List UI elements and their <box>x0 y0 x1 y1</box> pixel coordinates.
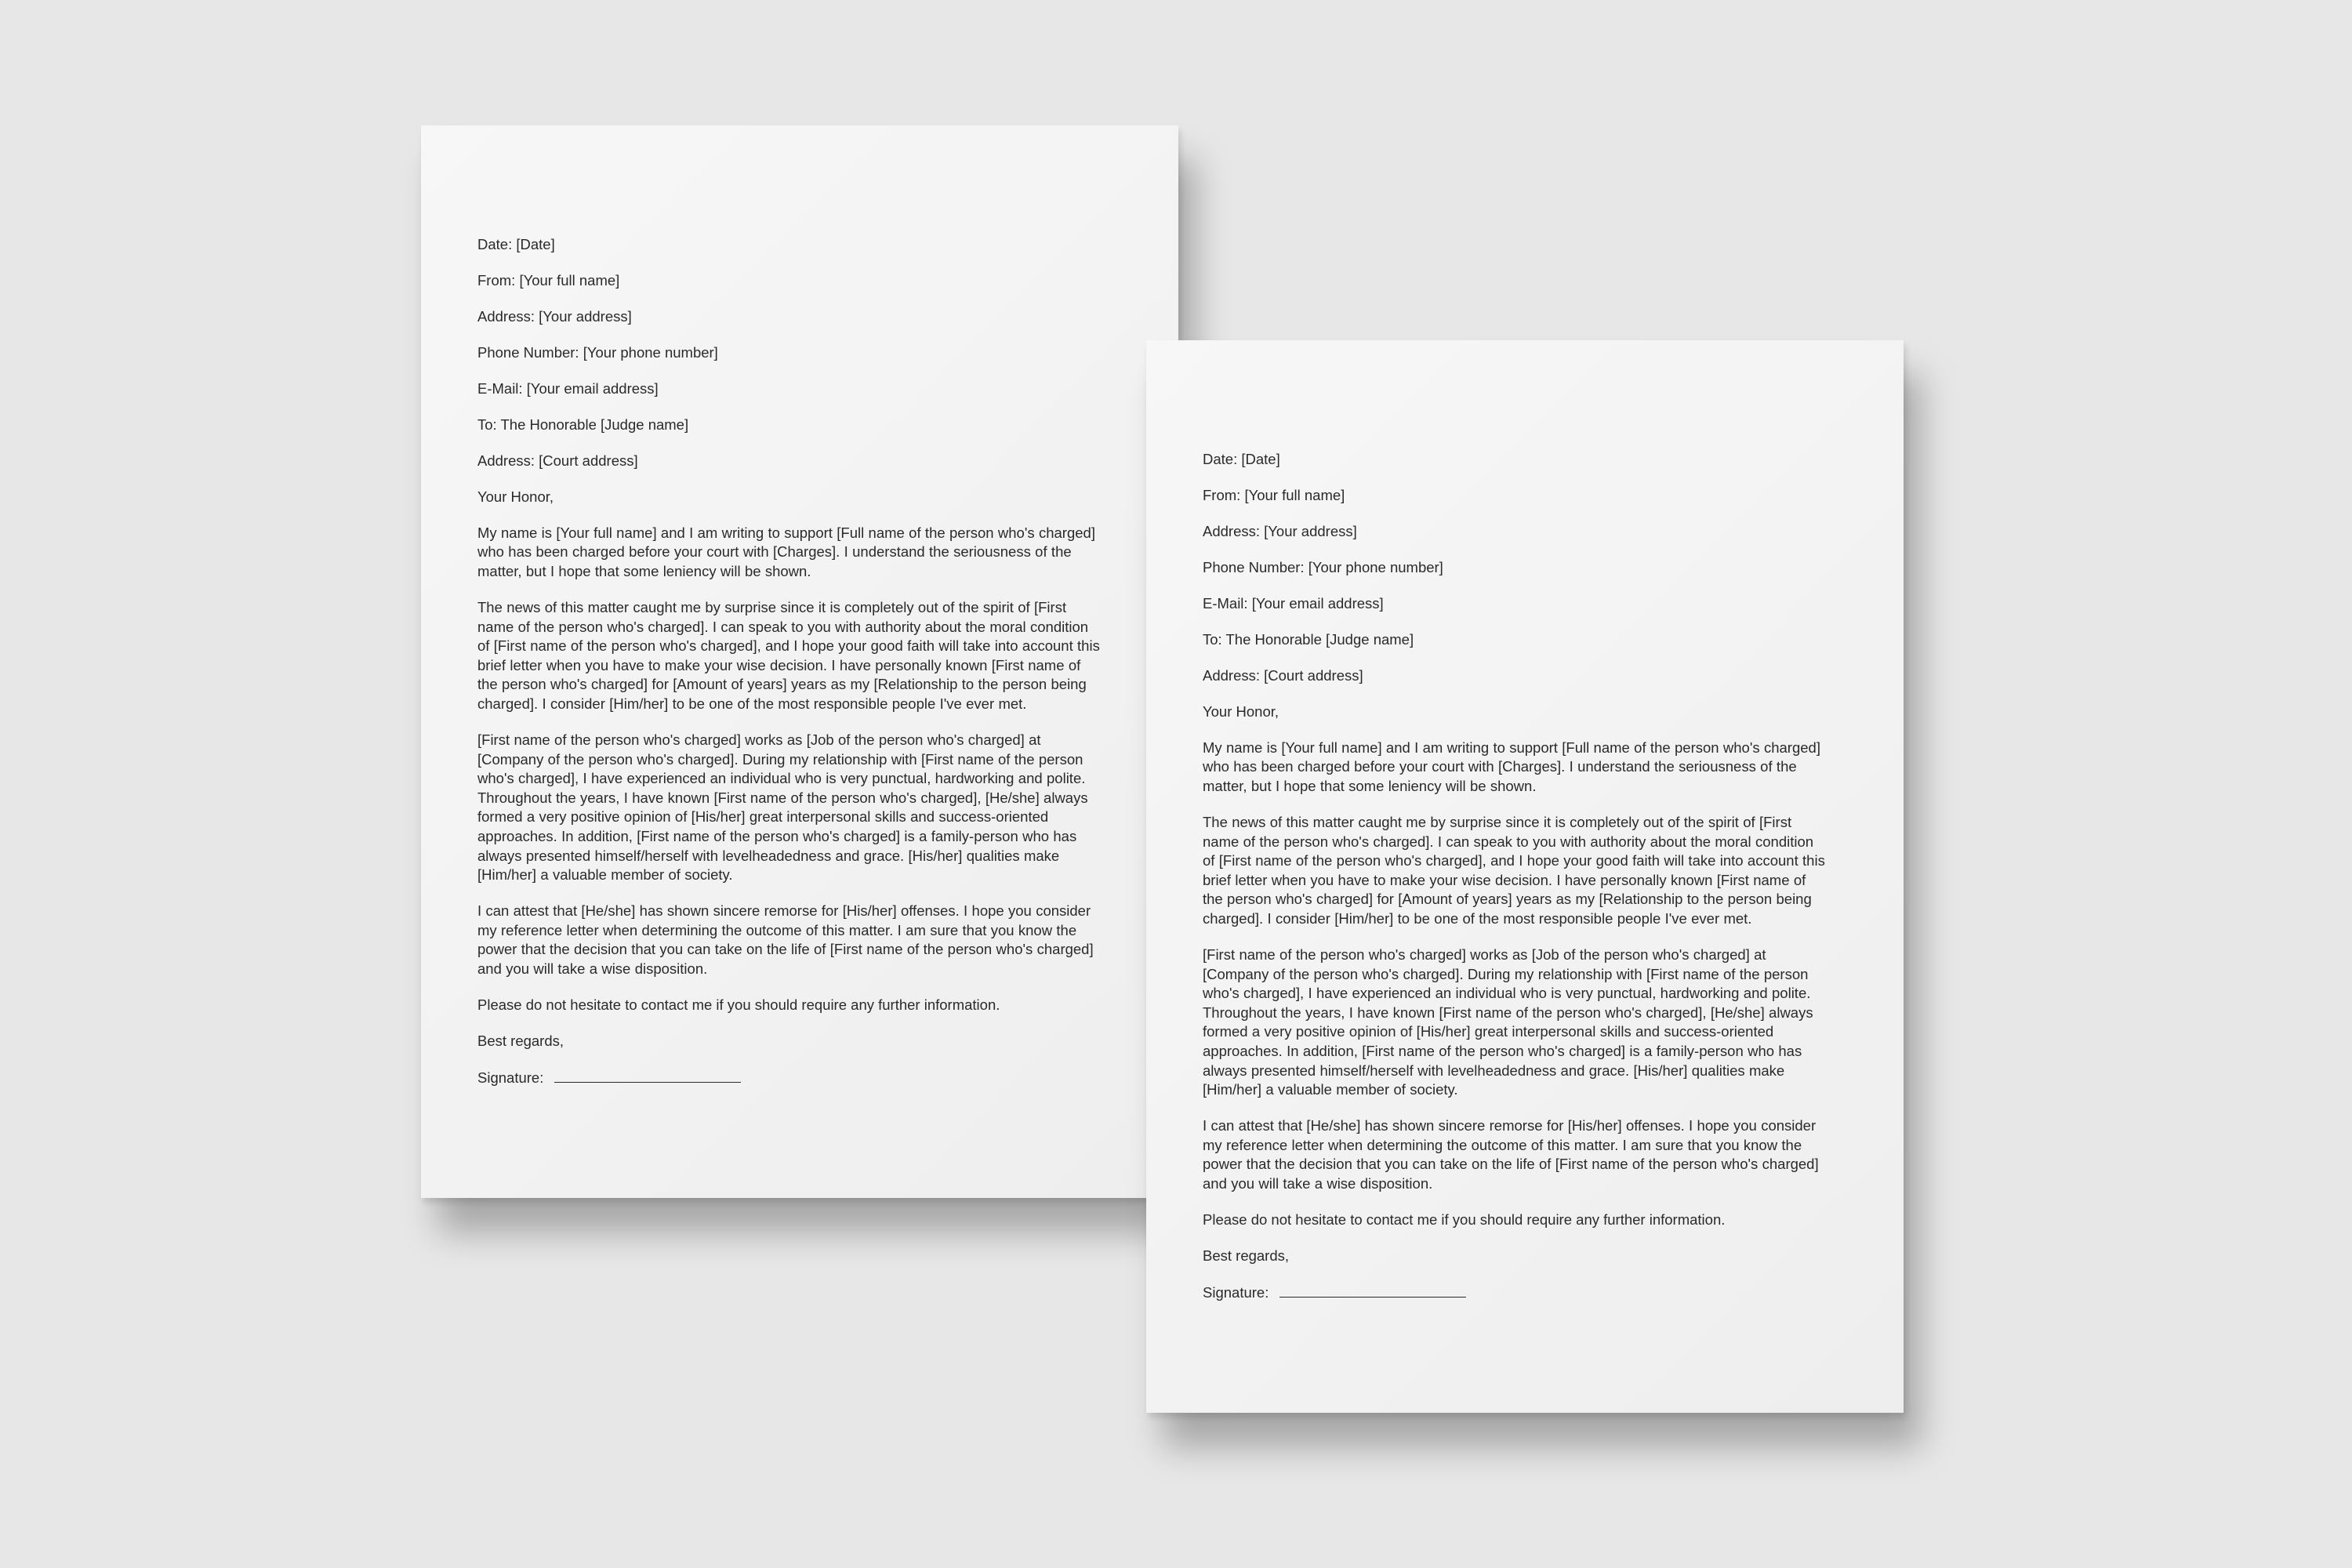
text-line: and you will take a wise disposition. <box>1203 1174 1433 1192</box>
text-line: brief letter when you have to make your wise decision. I have personally known [First name of <box>477 656 1081 673</box>
paragraph-introduction <box>477 524 1105 582</box>
letter-content <box>1203 450 1830 1302</box>
signature-line <box>554 1068 741 1083</box>
text-line: My name is [Your full name] and I am writing to support [Full name of the person who's charged] <box>1203 739 1820 756</box>
text-line: formed a very positive opinion of [His/her] great interpersonal skills and success-oriented <box>477 808 1049 826</box>
text-line: always presented himself/herself with levelheadedness and grace. [His/her] qualities make <box>1203 1062 1785 1079</box>
text-line: name of the person who's charged]. I can speak to you with authority about the moral condition <box>1203 833 1814 850</box>
closing-request: Please do not hesitate to contact me if you should require any further information. <box>477 996 1000 1013</box>
text-line: charged]. I consider [Him/her] to be one of the most responsible people I've ever met. <box>1203 910 1752 927</box>
text-line: [Him/her] a valuable member of society. <box>1203 1081 1458 1098</box>
salutation: Your Honor, <box>1203 702 1279 720</box>
signature-row <box>477 1068 1105 1088</box>
text-line: the person who's charged] for [Amount of years] years as my [Relationship to the person being <box>477 676 1087 693</box>
text-line: Throughout the years, I have known [First name of the person who's charged], [He/she] always <box>1203 1004 1813 1021</box>
text-line: approaches. In addition, [First name of the person who's charged] is a family-person who has <box>477 827 1077 844</box>
date-line: Date: [Date] <box>1203 451 1280 467</box>
court-address-line: Address: [Court address] <box>477 452 638 469</box>
paragraph-character <box>1203 813 1830 929</box>
to-line: To: The Honorable [Judge name] <box>477 416 689 433</box>
text-line: I can attest that [He/she] has shown sincere remorse for [His/her] offenses. I hope you consider <box>477 902 1091 920</box>
text-line: [Company of the person who's charged]. During my relationship with [First name of the person <box>477 750 1083 768</box>
from-line: From: [Your full name] <box>1203 486 1345 503</box>
closing-request: Please do not hesitate to contact me if you should require any further information. <box>1203 1210 1726 1228</box>
sign-off: Best regards, <box>1203 1247 1290 1264</box>
text-line: [Him/her] a valuable member of society. <box>477 866 733 884</box>
court-address-line: Address: [Court address] <box>1203 666 1363 684</box>
email-line: E-Mail: [Your email address] <box>1203 594 1384 612</box>
text-line: My name is [Your full name] and I am writing to support [Full name of the person who's charged] <box>477 524 1095 541</box>
text-line: always presented himself/herself with levelheadedness and grace. [His/her] qualities make <box>477 847 1060 864</box>
text-line: I can attest that [He/she] has shown sincere remorse for [His/her] offenses. I hope you consider <box>1203 1117 1817 1134</box>
address-line: Address: [Your address] <box>1203 522 1357 539</box>
email-line: E-Mail: [Your email address] <box>477 379 659 397</box>
letter-content <box>477 235 1105 1087</box>
signature-row <box>1203 1283 1830 1303</box>
to-line: To: The Honorable [Judge name] <box>1203 630 1414 648</box>
text-line: Throughout the years, I have known [First name of the person who's charged], [He/she] always <box>477 789 1088 806</box>
text-line: power that the decision that you can take on the life of [First name of the person who's charged] <box>1203 1156 1819 1173</box>
text-line: [Company of the person who's charged]. During my relationship with [First name of the person <box>1203 965 1809 982</box>
text-line: [First name of the person who's charged] works as [Job of the person who's charged] at <box>477 731 1041 748</box>
phone-line: Phone Number: [Your phone number] <box>477 343 718 361</box>
signature-label: Signature: <box>477 1069 544 1086</box>
text-line: formed a very positive opinion of [His/her] great interpersonal skills and success-oriented <box>1203 1023 1774 1040</box>
salutation: Your Honor, <box>477 488 554 505</box>
paragraph-work <box>477 731 1105 885</box>
from-line: From: [Your full name] <box>477 271 620 289</box>
text-line: The news of this matter caught me by surprise since it is completely out of the spirit of [First <box>477 599 1067 616</box>
phone-line: Phone Number: [Your phone number] <box>1203 558 1443 575</box>
text-line: who has been charged before your court with [Charges]. I understand the seriousness of the <box>477 543 1072 561</box>
text-line: approaches. In addition, [First name of the person who's charged] is a family-person who has <box>1203 1042 1802 1059</box>
text-line: brief letter when you have to make your wise decision. I have personally known [First name of <box>1203 871 1806 888</box>
text-line: my reference letter when determining the outcome of this matter. I am sure that you know the <box>477 921 1077 938</box>
paragraph-remorse <box>1203 1116 1830 1193</box>
letter-page-front <box>421 125 1178 1198</box>
text-line: matter, but I hope that some leniency will be shown. <box>477 563 811 580</box>
text-line: matter, but I hope that some leniency will be shown. <box>1203 778 1537 795</box>
text-line: and you will take a wise disposition. <box>477 960 708 977</box>
text-line: the person who's charged] for [Amount of years] years as my [Relationship to the person being <box>1203 891 1812 908</box>
letter-page-back <box>1146 340 1904 1413</box>
text-line: name of the person who's charged]. I can speak to you with authority about the moral condition <box>477 618 1089 635</box>
text-line: The news of this matter caught me by surprise since it is completely out of the spirit of [First <box>1203 814 1792 831</box>
signature-line <box>1279 1283 1466 1298</box>
date-line: Date: [Date] <box>477 236 555 252</box>
paragraph-remorse <box>477 902 1105 978</box>
text-line: of [First name of the person who's charged], and I hope your good faith will take into account this <box>1203 852 1825 869</box>
text-line: power that the decision that you can take on the life of [First name of the person who's charged] <box>477 941 1094 958</box>
signature-label: Signature: <box>1203 1283 1269 1301</box>
paragraph-character <box>477 598 1105 714</box>
paragraph-introduction <box>1203 739 1830 797</box>
text-line: who's charged], I have experienced an individual who is very punctual, hardworking and polite. <box>477 770 1086 787</box>
text-line: [First name of the person who's charged] works as [Job of the person who's charged] at <box>1203 946 1766 963</box>
text-line: charged]. I consider [Him/her] to be one of the most responsible people I've ever met. <box>477 695 1027 713</box>
text-line: of [First name of the person who's charged], and I hope your good faith will take into account this <box>477 637 1100 655</box>
text-line: who has been charged before your court with [Charges]. I understand the seriousness of the <box>1203 758 1797 775</box>
paragraph-work <box>1203 946 1830 1100</box>
text-line: who's charged], I have experienced an individual who is very punctual, hardworking and polite. <box>1203 985 1811 1002</box>
text-line: my reference letter when determining the outcome of this matter. I am sure that you know the <box>1203 1136 1802 1153</box>
sign-off: Best regards, <box>477 1032 564 1049</box>
address-line: Address: [Your address] <box>477 307 632 325</box>
